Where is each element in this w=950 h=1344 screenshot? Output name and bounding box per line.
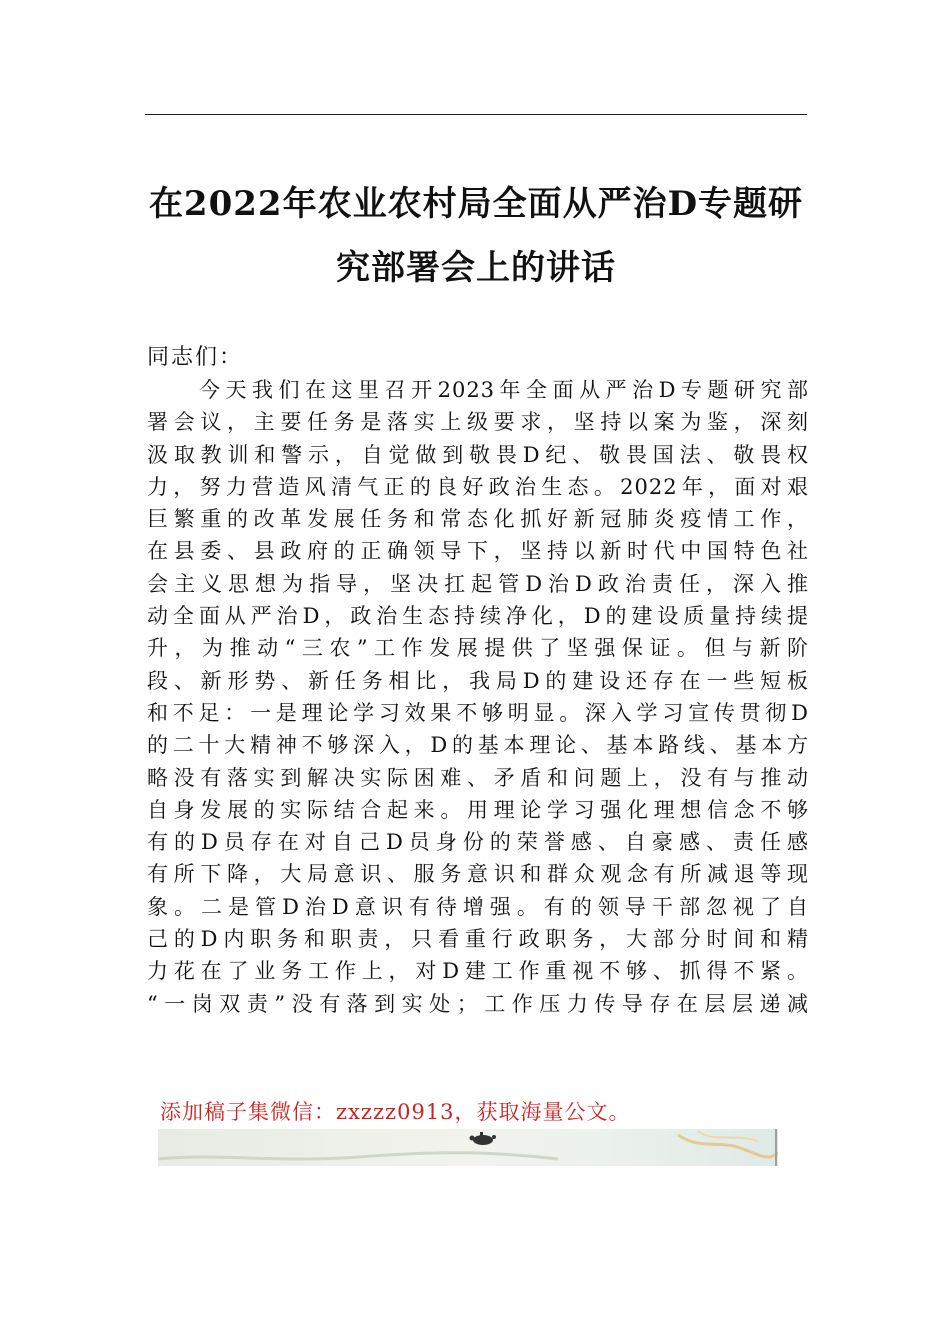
body-line: 略没有落实到解决实际困难、矛盾和问题上，没有与推动 [147, 765, 809, 790]
body-line: 力，努力营造风清气正的良好政治生态。2022年，面对艰 [147, 474, 809, 499]
body-line: 有的D员存在对自己D员身份的荣誉感、自豪感、责任感 [147, 830, 809, 855]
body-line: 升，为推动“三农”工作发展提供了坚强保证。但与新阶 [147, 636, 809, 661]
body-line: 和不足：一是理论学习效果不够明显。深入学习宣传贯彻D [147, 700, 809, 725]
body-line: 有所下降，大局意识、服务意识和群众观念有所减退等现 [147, 862, 809, 887]
document-title [145, 172, 807, 300]
body-line: 汲取教训和警示，自觉做到敬畏D纪、敬畏国法、敬畏权 [147, 442, 809, 467]
banner-art [158, 1129, 778, 1166]
body-line: 会主义思想为指导，坚决扛起管D治D政治责任，深入推 [147, 571, 809, 596]
top-rule [145, 114, 807, 115]
footer-note: 添加稿子集微信：zxzzz0913，获取海量公文。 [160, 1100, 631, 1124]
body-text [147, 374, 809, 1020]
title-line-1: 在2022年农业农村局全面从严治D专题研 [148, 184, 804, 224]
body-line: 动全面从严治D，政治生态持续净化，D的建设质量持续提 [147, 604, 809, 629]
body-line: 署会议，主要任务是落实上级要求，坚持以案为鉴，深刻 [147, 410, 809, 435]
body-line: 段、新形势、新任务相比，我局D的建设还存在一些短板 [147, 668, 809, 693]
body-line: 自身发展的实际结合起来。用理论学习强化理想信念不够 [147, 797, 809, 822]
body-line: 巨繁重的改革发展任务和常态化抓好新冠肺炎疫情工作， [147, 507, 809, 532]
body-line: 的二十大精神不够深入，D的基本理论、基本路线、基本方 [147, 733, 809, 758]
title-line-2: 究部署会上的讲话 [336, 248, 616, 288]
salutation: 同志们： [147, 345, 244, 370]
body-line: 今天我们在这里召开2023年全面从严治D专题研究部 [199, 378, 809, 402]
body-line: 己的D内职务和职责，只看重行政职务，大部分时间和精 [147, 927, 809, 952]
body-line: 在县委、县政府的正确领导下，坚持以新时代中国特色社 [147, 539, 809, 564]
body-line: “一岗双责”没有落到实处；工作压力传导存在层层递减 [147, 991, 809, 1016]
body-line: 象。二是管D治D意识有待增强。有的领导干部忽视了自 [147, 894, 809, 919]
decorative-banner-image [158, 1129, 778, 1166]
body-line: 力花在了业务工作上，对D建工作重视不够、抓得不紧。 [147, 959, 809, 984]
